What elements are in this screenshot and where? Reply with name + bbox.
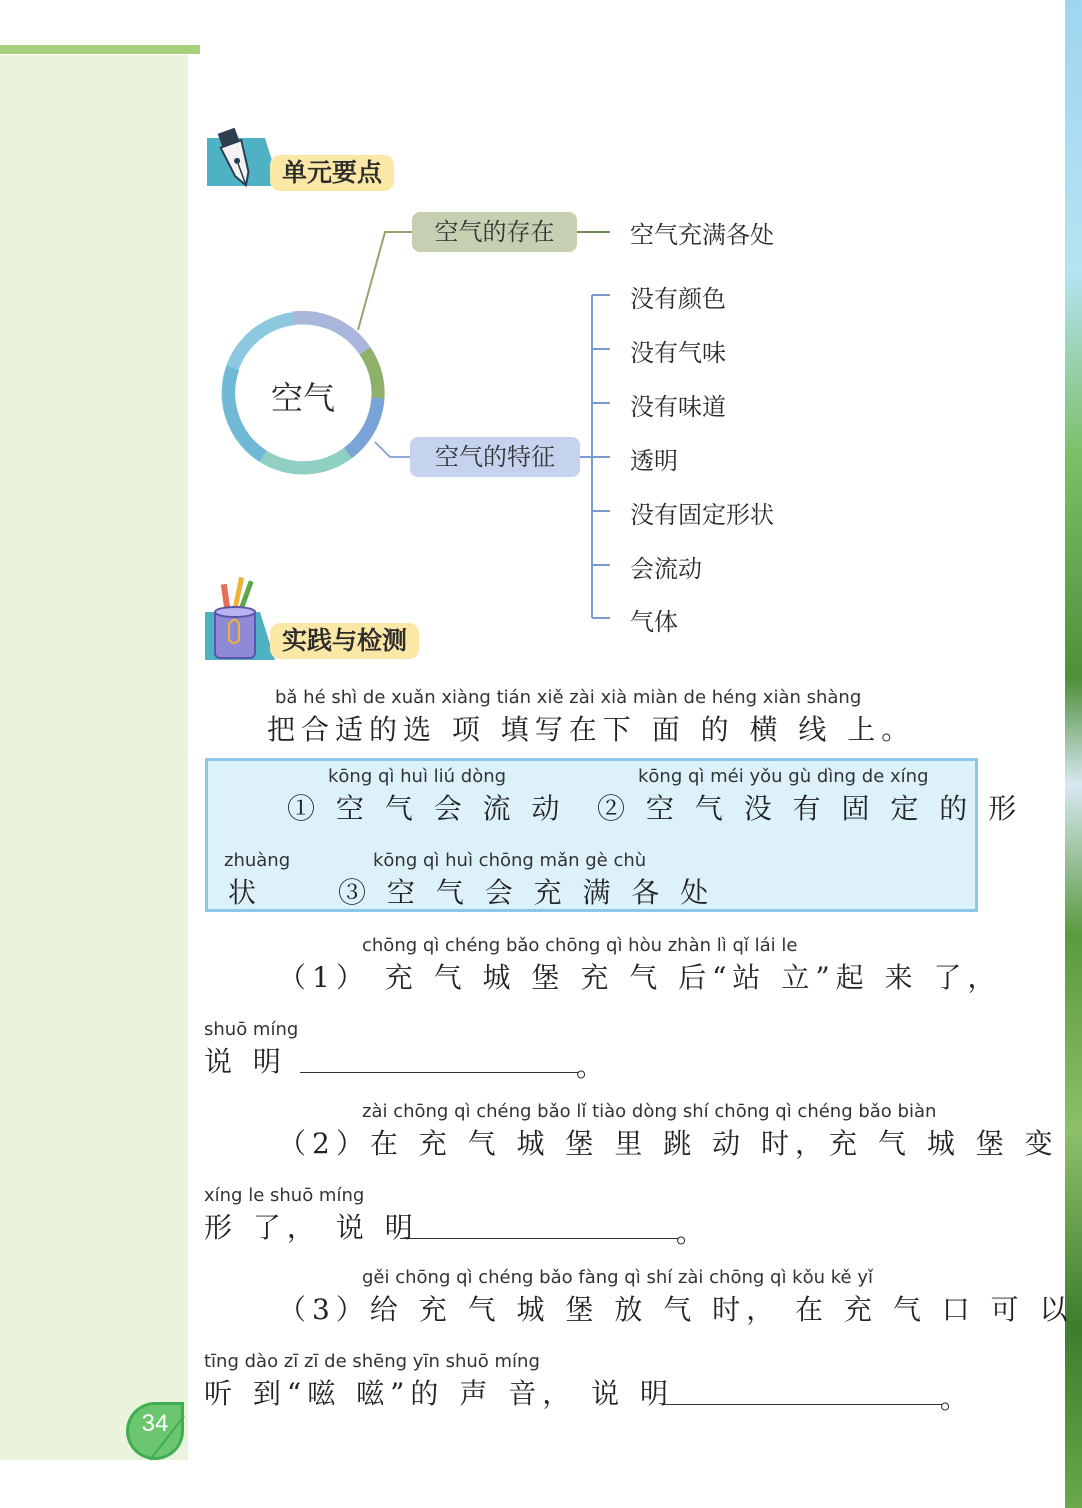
leaf-no-smell: 没有气味: [630, 339, 726, 367]
q2-line2-text: 形 了， 说 明: [204, 1211, 419, 1244]
q1-line2-pinyin: shuō míng: [204, 1019, 299, 1040]
branch-existence: 空气的存在: [412, 212, 577, 252]
fountain-pen-icon: [205, 128, 280, 193]
leaf-transparent: 透明: [630, 447, 678, 475]
leaf-flows: 会流动: [630, 555, 702, 583]
q1-line1-text: （1） 充 气 城 堡 充 气 后“站 立”起 来 了，: [278, 961, 1002, 994]
left-margin-band: [0, 55, 188, 1460]
page-number: 34: [141, 1410, 169, 1437]
pencil-cup-icon: [205, 572, 275, 662]
leaf-no-fixed-shape: 没有固定形状: [630, 501, 774, 529]
q3-line1-pinyin: gěi chōng qì chéng bǎo fàng qì shí zài chōng qì kǒu kě yǐ: [362, 1267, 873, 1288]
option3-pinyin: kōng qì huì chōng mǎn gè chù: [373, 850, 647, 871]
option1-pinyin: kōng qì huì liú dòng: [328, 766, 507, 787]
option2-cont-pinyin: zhuàng: [224, 850, 291, 871]
leaf-no-color: 没有颜色: [630, 285, 726, 313]
option2-pinyin: kōng qì méi yǒu gù dìng de xíng: [638, 766, 929, 787]
leaf-no-taste: 没有味道: [630, 393, 726, 421]
q2-period: 。: [676, 1216, 711, 1249]
q1-answer-blank[interactable]: [300, 1072, 578, 1073]
q3-line2-text: 听 到“嗞 嗞”的 声 音， 说 明: [204, 1377, 675, 1410]
q3-line1-text: （3）给 充 气 城 堡 放 气 时， 在 充 气 口 可 以: [278, 1293, 1074, 1326]
q1-line1-pinyin: chōng qì chéng bǎo chōng qì hòu zhàn lì qǐ lái le: [362, 935, 798, 956]
option2-text: ② 空 气 没 有 固 定 的 形: [597, 792, 1023, 825]
q2-answer-blank[interactable]: [400, 1238, 678, 1239]
q1-line2-text: 说 明: [204, 1045, 287, 1078]
leaf-fills-everywhere: 空气充满各处: [630, 221, 774, 249]
mindmap-center-label: 空气: [270, 379, 335, 417]
instruction-pinyin: bǎ hé shì de xuǎn xiàng tián xiě zài xià miàn de héng xiàn shàng: [275, 687, 862, 708]
right-edge-photo: [1065, 0, 1082, 1508]
leaf-gas: 气体: [630, 608, 678, 636]
q2-line2-pinyin: xíng le shuō míng: [204, 1185, 365, 1206]
q3-period: 。: [940, 1382, 975, 1415]
top-green-stripe: [0, 45, 200, 54]
branch-features: 空气的特征: [410, 437, 580, 477]
q3-answer-blank[interactable]: [664, 1404, 942, 1405]
q3-line2-pinyin: tīng dào zī zī de shēng yīn shuō míng: [204, 1351, 540, 1372]
option1-text: ① 空 气 会 流 动: [287, 792, 566, 825]
unit-points-header: 单元要点: [270, 155, 394, 191]
q2-line1-text: （2）在 充 气 城 堡 里 跳 动 时，充 气 城 堡 变: [278, 1127, 1059, 1160]
mindmap-connectors: [210, 205, 610, 635]
practice-header: 实践与检测: [270, 623, 419, 659]
option3-text: ③ 空 气 会 充 满 各 处: [338, 876, 715, 909]
instruction-text: 把合适的选 项 填写在下 面 的 横 线 上。: [267, 713, 916, 746]
q2-line1-pinyin: zài chōng qì chéng bǎo lǐ tiào dòng shí chōng qì chéng bǎo biàn: [362, 1101, 937, 1122]
q1-period: 。: [576, 1050, 611, 1083]
option2-cont-text: 状: [228, 876, 263, 909]
